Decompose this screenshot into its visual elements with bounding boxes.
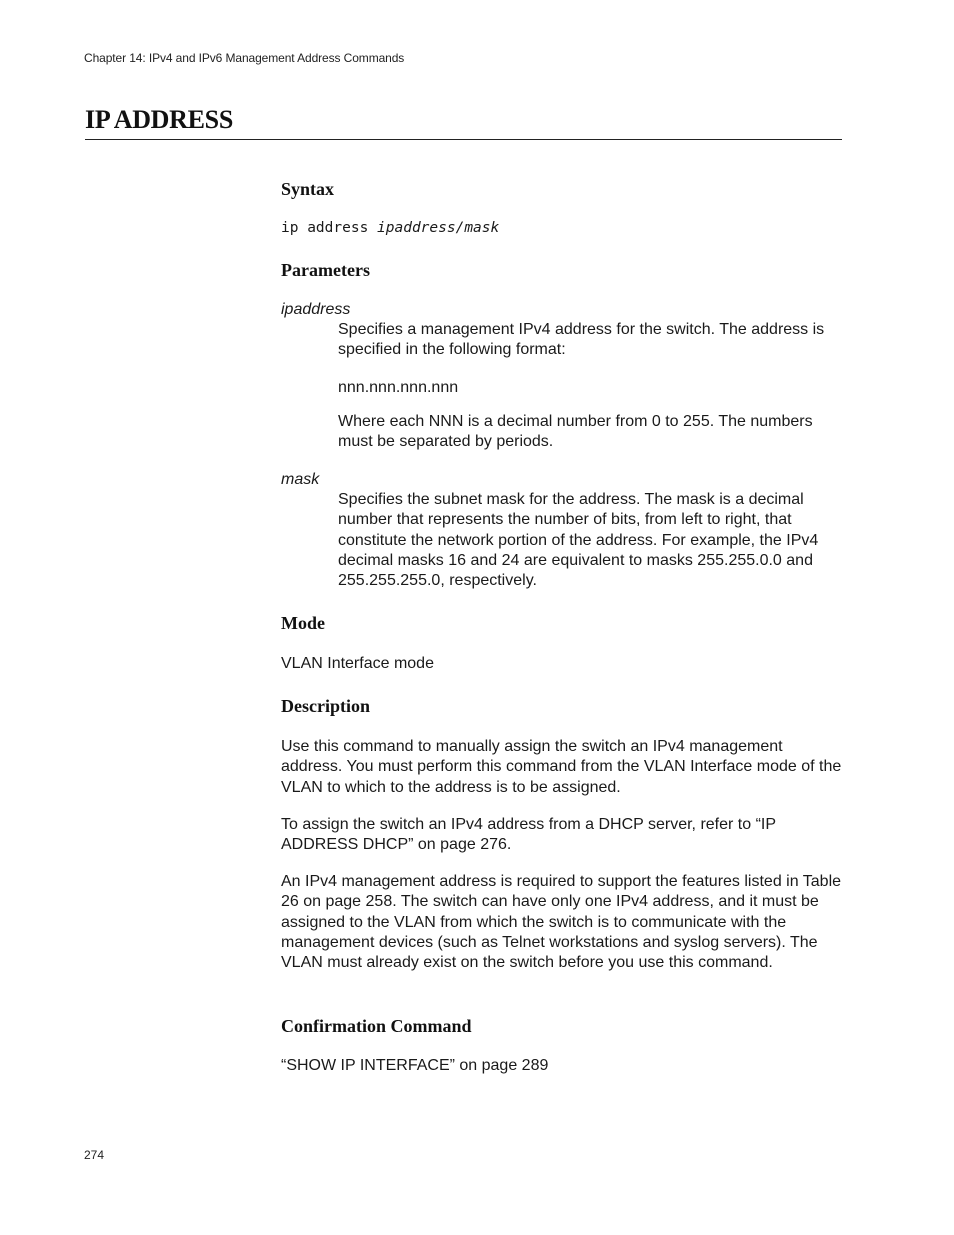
title-rule xyxy=(85,139,842,140)
param-ipaddress-name: ipaddress xyxy=(281,301,351,318)
confirmation-heading: Confirmation Command xyxy=(281,1016,472,1036)
description-paragraph-1: Use this command to manually assign the switch an IPv4 management address. You must perform this command from the VLAN Interface mode of the VLAN to which to the address is to be assigned. xyxy=(281,738,842,796)
param-ipaddress-note: Where each NNN is a decimal number from 0 to 255. The numbers must be separated by periods. xyxy=(338,413,813,451)
description-paragraph-3: An IPv4 management address is required to support the features listed in Table 26 on page 258. The switch can have only one IPv4 address, and it must be assigned to the VLAN from which the switch is to communicate with the management devices (such as Telnet workstations and syslog servers). The VLAN must already exist on the switch before you use this command. xyxy=(281,873,842,972)
syntax-command: ip address xyxy=(281,220,378,236)
syntax-argument: ipaddress/mask xyxy=(377,220,500,236)
confirmation-link[interactable]: “SHOW IP INTERFACE” on page 289 xyxy=(281,1057,549,1074)
param-ipaddress-format: nnn.nnn.nnn.nnn xyxy=(338,379,459,396)
mode-heading: Mode xyxy=(281,613,325,633)
param-ipaddress-desc: Specifies a management IPv4 address for the switch. The address is specified in the following format: xyxy=(338,321,825,359)
description-heading: Description xyxy=(281,696,370,716)
page-number: 274 xyxy=(84,1148,105,1162)
syntax-heading: Syntax xyxy=(281,179,335,199)
parameters-heading: Parameters xyxy=(281,260,370,280)
page-title: IP ADDRESS xyxy=(85,105,233,134)
param-mask-name: mask xyxy=(281,471,320,488)
syntax-line xyxy=(281,218,843,238)
mode-text: VLAN Interface mode xyxy=(281,655,434,672)
running-head: Chapter 14: IPv4 and IPv6 Management Address Commands xyxy=(84,51,405,65)
param-mask-desc: Specifies the subnet mask for the address. The mask is a decimal number that represents the number of bits, from left to right, that constitute the network portion of the address. For example, the IPv4 decimal masks 16 and 24 are equivalent to masks 255.255.0.0 and 255.255.255.0, respectively. xyxy=(338,491,819,590)
description-paragraph-2: To assign the switch an IPv4 address from a DHCP server, refer to “IP ADDRESS DHCP” on page 276. xyxy=(281,816,776,854)
